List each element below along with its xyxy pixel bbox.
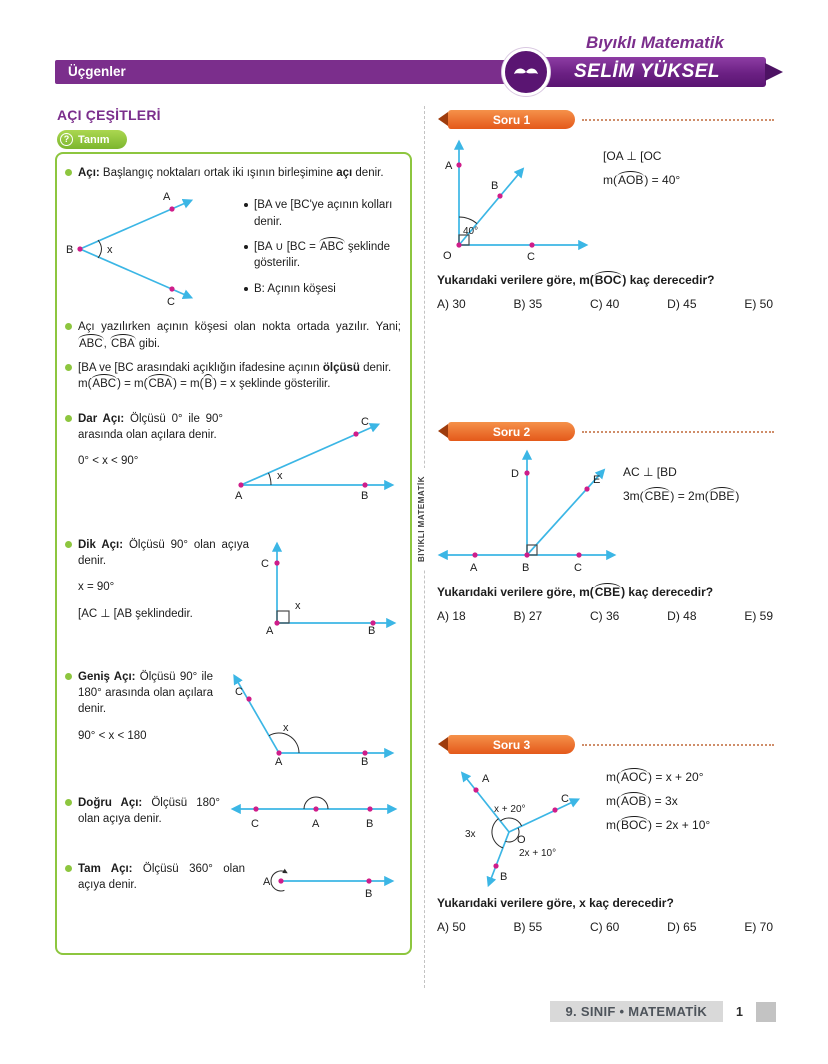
brand-title: Bıyıklı Matematik: [586, 33, 724, 52]
acute-angle-item: [64, 411, 401, 503]
topic-title-bar: [55, 60, 527, 84]
soru-banner-label: Soru 3: [492, 737, 531, 752]
question-text: Yukarıdaki verilere göre, x kaç derecedir?: [437, 896, 674, 910]
bullet-icon: [65, 169, 72, 176]
brand-logo: [502, 48, 550, 96]
option-e: E) 50: [744, 297, 773, 311]
point-label: C: [527, 251, 535, 263]
point-label: A: [163, 191, 171, 204]
full-angle-figure: [251, 861, 401, 903]
option-d: D) 48: [667, 609, 697, 623]
full-angle-item: [64, 861, 401, 903]
given-info: [602, 760, 774, 842]
page-footer: [550, 1001, 776, 1022]
point-label: B: [361, 489, 369, 502]
question-body: [437, 760, 774, 890]
note-item: [244, 281, 401, 297]
angle-label: x: [283, 721, 289, 734]
note-item: [244, 239, 401, 272]
option-e: E) 59: [744, 609, 773, 623]
angle-arc: [98, 240, 102, 258]
point: [353, 431, 358, 436]
author-name: SELİM YÜKSEL: [573, 61, 721, 82]
point: [362, 482, 367, 487]
point: [524, 470, 529, 475]
straight-angle-item: [64, 795, 401, 833]
point: [493, 863, 498, 868]
angle-figure-row: [64, 189, 401, 311]
point-label: O: [443, 250, 452, 262]
bullet-icon: [65, 415, 72, 422]
angle-notes: [242, 189, 401, 311]
point: [456, 242, 461, 247]
point-label: C: [235, 685, 243, 698]
range-formula: 90° < x < 180: [78, 729, 147, 742]
angle-arc: [269, 473, 272, 485]
definition-text-block: [78, 360, 401, 393]
point: [278, 878, 283, 883]
definition-item-angle: [64, 165, 401, 181]
dotted-rule: [582, 119, 774, 121]
point: [246, 696, 251, 701]
full-angle-text: [78, 861, 251, 903]
tanim-label: Tanım: [78, 133, 110, 146]
bullet-icon: [65, 364, 72, 371]
note-item: [244, 197, 401, 230]
given-line: m(BOC) = 2x + 10°: [606, 818, 711, 832]
bullet-icon: [65, 323, 72, 330]
answer-options: [437, 297, 774, 311]
angle-label: 40°: [463, 226, 479, 237]
point-label: B: [366, 817, 374, 830]
question-mark-icon: ?: [60, 133, 73, 146]
point-label: A: [445, 160, 453, 172]
definition-text: Geniş Açı: Ölçüsü 90° ile 180° arasında olan açılara denir.: [78, 670, 213, 716]
straight-angle-text: [78, 795, 226, 833]
bullet-icon: [244, 287, 248, 291]
point-label: B: [368, 624, 376, 637]
option-b: B) 27: [513, 609, 543, 623]
point-label: B: [491, 180, 499, 192]
point: [576, 552, 581, 557]
right-angle-text: [78, 537, 255, 635]
point: [77, 247, 82, 252]
point-label: B: [361, 755, 369, 768]
right-angle-item: [64, 537, 401, 635]
point-label: A: [275, 755, 283, 768]
note-text: [BA ve [BC'ye açının kolları denir.: [254, 199, 393, 228]
point: [274, 620, 279, 625]
point: [313, 806, 318, 811]
dotted-rule: [582, 431, 774, 433]
option-b: B) 55: [513, 920, 543, 934]
divider-watermark: BIYIKLI MATEMATİK: [416, 468, 427, 570]
point: [584, 486, 589, 491]
tanim-badge: [57, 130, 127, 149]
angle-definition-figure: [64, 189, 242, 311]
given-line: m(AOB) = 3x: [606, 794, 678, 808]
range-formula: 0° < x < 90°: [78, 455, 139, 468]
measure-formula: m(ABC) = m(CBA) = m(B) = x şeklinde gösterilir.: [78, 376, 401, 392]
angle-label: x: [295, 599, 301, 612]
soru-banner: [448, 110, 575, 129]
point: [274, 560, 279, 565]
angle-label: x: [107, 244, 113, 257]
point-label: A: [266, 624, 274, 637]
point-label: C: [167, 296, 175, 309]
definition-box: [55, 152, 412, 955]
ribbon-tail: [765, 63, 783, 81]
topic-title: Üçgenler: [68, 64, 126, 79]
option-a: A) 18: [437, 609, 466, 623]
question-body: [437, 447, 774, 579]
point-label: A: [312, 817, 320, 830]
given-line: AC ⊥ [BD: [623, 465, 677, 479]
point-label: B: [522, 562, 530, 574]
note-text: B: Açının köşesi: [254, 282, 336, 295]
question-banner-row: [437, 422, 774, 441]
definition-text: Açı yazılırken açının köşesi olan nokta ortada yazılır. Yani; ABC, CBA gibi.: [78, 319, 401, 352]
point-label: B: [365, 887, 373, 900]
bullet-icon: [65, 673, 72, 680]
point: [552, 807, 557, 812]
option-c: C) 36: [590, 609, 620, 623]
angle-label: 3x: [465, 829, 476, 840]
ray: [527, 471, 603, 555]
question-block-3: [437, 735, 774, 934]
footer-square: [756, 1002, 776, 1022]
given-info: [617, 447, 774, 513]
point: [169, 207, 174, 212]
acute-angle-figure: [229, 411, 401, 503]
point: [366, 878, 371, 883]
definition-text: Tam Açı: Ölçüsü 360° olan açıya denir.: [78, 862, 245, 891]
definition-text: Dik Açı: Ölçüsü 90° olan açıya denir.: [78, 538, 249, 567]
question-3-figure: [437, 760, 602, 890]
mustache-icon: [511, 65, 541, 79]
option-d: D) 45: [667, 297, 697, 311]
question-2-figure: [437, 447, 617, 579]
point: [253, 806, 258, 811]
point: [276, 750, 281, 755]
point: [238, 482, 243, 487]
given-info: [597, 135, 774, 197]
point-label: C: [261, 557, 269, 570]
option-d: D) 65: [667, 920, 697, 934]
point-label: O: [517, 834, 526, 846]
definition-text: Açı: Başlangıç noktaları ortak iki ışının birleşimine açı denir.: [78, 167, 384, 179]
value-formula: x = 90°: [78, 581, 115, 594]
option-c: C) 40: [590, 297, 620, 311]
bullet-icon: [244, 203, 248, 207]
perpendicular-note: [AC ⊥ [AB şeklindedir.: [78, 607, 193, 620]
option-c: C) 60: [590, 920, 620, 934]
question-text: Yukarıdaki verilere göre, m(CBE) kaç derecedir?: [437, 585, 714, 599]
point-label: A: [482, 773, 490, 785]
point: [456, 162, 461, 167]
note-text: [BA ∪ [BC = ABC şeklinde gösterilir.: [254, 240, 391, 270]
point-label: A: [235, 489, 243, 502]
point: [529, 242, 534, 247]
given-line: m(AOB) = 40°: [603, 173, 681, 187]
point: [362, 750, 367, 755]
option-b: B) 35: [513, 297, 543, 311]
right-angle-figure: [255, 537, 401, 635]
bullet-icon: [244, 245, 248, 249]
bullet-icon: [65, 799, 72, 806]
given-line: [OA ⊥ [OC: [603, 149, 662, 163]
angle-label: 2x + 10°: [519, 848, 557, 859]
obtuse-angle-figure: [219, 669, 401, 767]
straight-angle-figure: [226, 795, 401, 833]
point: [497, 193, 502, 198]
footer-label: 9. SINIF • MATEMATİK: [550, 1001, 724, 1022]
question-banner-row: [437, 735, 774, 754]
point-label: C: [561, 793, 569, 805]
option-a: A) 30: [437, 297, 466, 311]
bullet-icon: [65, 865, 72, 872]
definition-item-measure: [64, 360, 401, 393]
point-label: C: [574, 562, 582, 574]
point: [169, 287, 174, 292]
point: [524, 552, 529, 557]
soru-banner: [448, 422, 575, 441]
angle-label: x: [277, 469, 283, 482]
questions-column: [437, 110, 774, 1015]
acute-angle-text: [78, 411, 229, 503]
soru-banner-label: Soru 1: [492, 112, 531, 127]
question-body: [437, 135, 774, 267]
question-1-figure: [437, 135, 597, 267]
question-text: Yukarıdaki verilere göre, m(BOC) kaç derecedir?: [437, 273, 715, 287]
option-e: E) 70: [744, 920, 773, 934]
page-number: 1: [736, 1004, 743, 1019]
bullet-icon: [65, 541, 72, 548]
dotted-rule: [582, 744, 774, 746]
author-ribbon: [528, 57, 766, 87]
answer-options: [437, 609, 774, 623]
question-block-2: [437, 422, 774, 623]
section-title: AÇI ÇEŞİTLERİ: [57, 107, 161, 123]
definition-text: Doğru Açı: Ölçüsü 180° olan açıya denir.: [78, 796, 220, 825]
soru-banner-label: Soru 2: [492, 424, 531, 439]
soru-banner: [448, 735, 575, 754]
option-a: A) 50: [437, 920, 466, 934]
point: [473, 787, 478, 792]
point-label: E: [593, 474, 601, 486]
given-line: m(AOC) = x + 20°: [606, 770, 704, 784]
question-banner-row: [437, 110, 774, 129]
point: [367, 806, 372, 811]
point: [472, 552, 477, 557]
point-label: C: [251, 817, 259, 830]
point-label: C: [361, 415, 369, 428]
angle-label: x + 20°: [494, 804, 526, 815]
angle-arc: [459, 217, 477, 224]
point-label: B: [66, 244, 74, 257]
definition-text: Dar Açı: Ölçüsü 0° ile 90° arasında olan açılara denir.: [78, 412, 223, 441]
given-line: 3m(CBE) = 2m(DBE): [623, 489, 740, 503]
point-label: A: [263, 875, 271, 888]
point-label: B: [500, 871, 508, 883]
definition-item-notation: [64, 319, 401, 352]
answer-options: [437, 920, 774, 934]
obtuse-angle-text: [78, 669, 219, 767]
point-label: D: [511, 468, 519, 480]
point-label: A: [470, 562, 478, 574]
obtuse-angle-item: [64, 669, 401, 767]
question-block-1: [437, 110, 774, 311]
definition-text: [BA ve [BC arasındaki açıklığın ifadesine açının ölçüsü denir.: [78, 361, 392, 374]
